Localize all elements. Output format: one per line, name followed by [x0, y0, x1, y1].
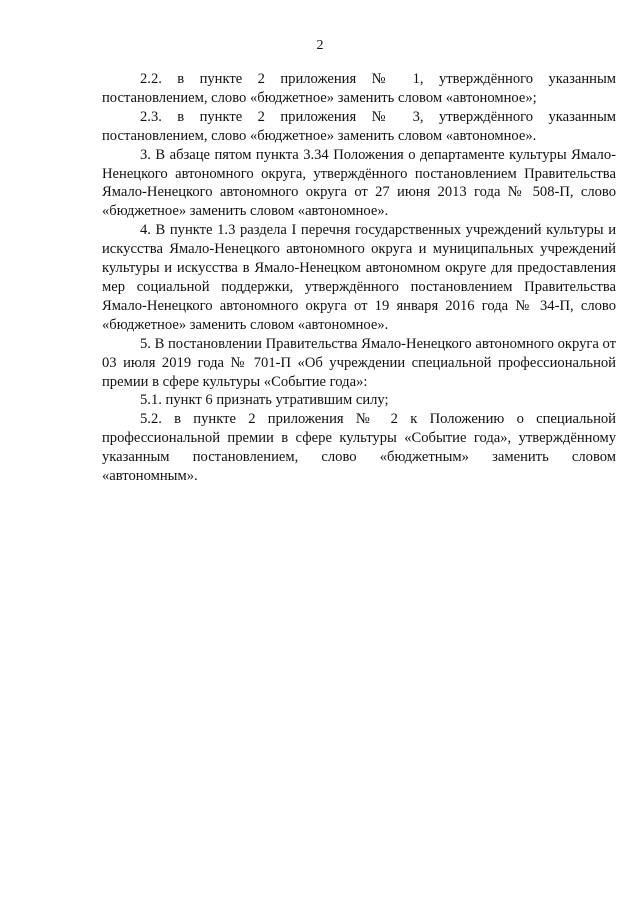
page-number: 2: [316, 38, 324, 53]
paragraph-2-3: 2.3. в пункте 2 приложения № 3, утверждённого указанным постановлением, слово «бюджетное» заменить словом «автономное».: [102, 108, 616, 144]
paragraph-5-2: 5.2. в пункте 2 приложения № 2 к Положению о специальной профессиональной премии в сфере культуры «Событие года», утверждённому указанным постановлением, слово «бюджетным» заменить словом «автономным».: [102, 411, 616, 485]
paragraph-5-1: 5.1. пункт 6 признать утратившим силу;: [140, 392, 389, 409]
paragraph-2-2: 2.2. в пункте 2 приложения № 1, утверждённого указанным постановлением, слово «бюджетное» заменить словом «автономное»;: [102, 71, 616, 106]
document-body: [102, 70, 616, 486]
paragraph-3: 3. В абзаце пятом пункта 3.34 Положения о департаменте культуры Ямало-Ненецкого автономного округа, утверждённого постановлением Правительства Ямало-Ненецкого автономного округа от 27 июня 2013 года № 508-П, слово «бюджетное» заменить словом «автономное».: [102, 146, 616, 220]
paragraph-5: 5. В постановлении Правительства Ямало-Ненецкого автономного округа от 03 июля 2019 года № 701-П «Об учреждении специальной профессиональной премии в сфере культуры «Событие года»:: [102, 335, 616, 390]
paragraph-4: 4. В пункте 1.3 раздела I перечня государственных учреждений культуры и искусства Ямало-Ненецкого автономного округа и муниципальных учреждений культуры и искусства в Ямало-Ненецком автономном округе для предоставления мер социальной поддержки, утверждённого постановлением Правительства Ямало-Ненецкого автономного округа от 19 января 2016 года № 34-П, слово «бюджетное» заменить словом «автономное».: [102, 222, 616, 333]
